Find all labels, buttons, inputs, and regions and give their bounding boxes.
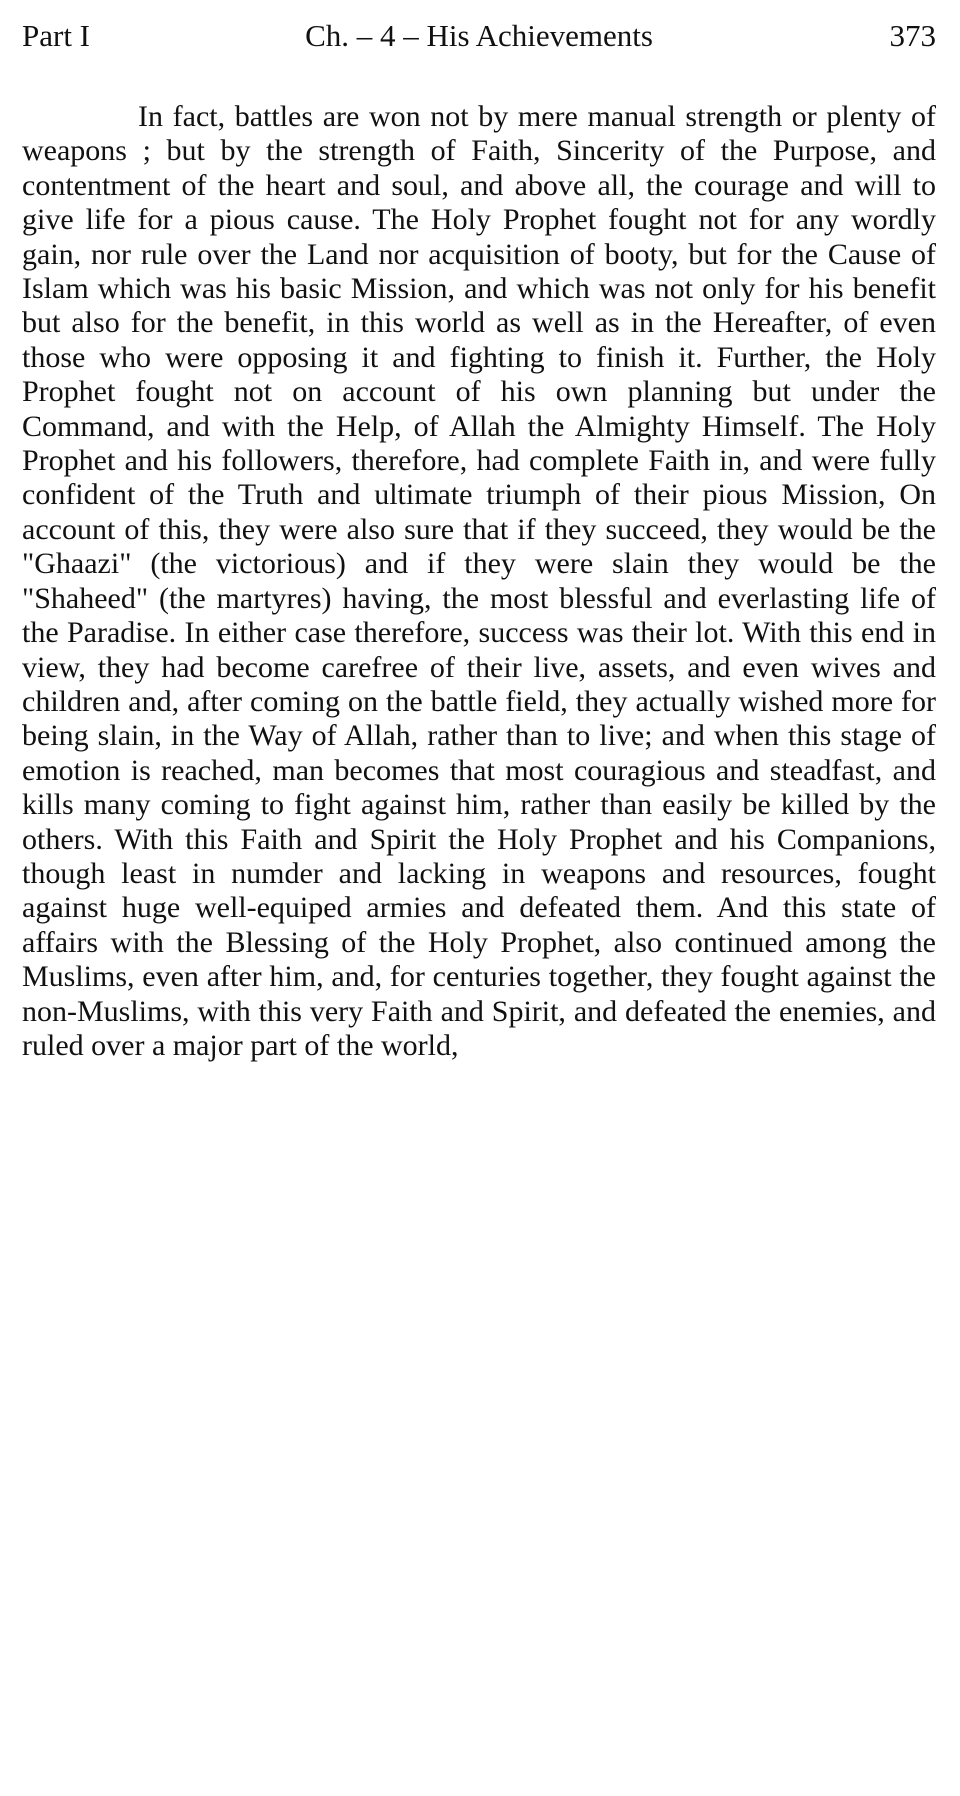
body-text — [22, 100, 936, 1063]
part-label: Part I — [22, 18, 91, 53]
page-number: 373 — [889, 18, 936, 53]
paragraph: In fact, battles are won not by mere manual strength or plenty of weapons ; but by the strength of Faith, Sincerity of the Purpose, and contentment of the heart and soul, and above all, the courage and will to give life for a pious cause. The Holy Prophet fought not for any wordly gain, nor rule over the Land nor acquisition of booty, but for the Cause of Islam which was his basic Mission, and which was not only for his benefit but also for the benefit, in this world as well as in the Hereafter, of even those who were opposing it and fighting to finish it. Further, the Holy Prophet fought not on account of his own planning but under the Command, and with the Help, of Allah the Almighty Himself. The Holy Prophet and his followers, therefore, had complete Faith in, and were fully confident of the Truth and ultimate triumph of their pious Mission, On account of this, they were also sure that if they succeed, they would be the "Ghaazi" (the victorious) and if they were slain they would be the "Shaheed" (the martyres) having, the most blessful and everlasting life of the Paradise. In either case therefore, success was their lot. With this end in view, they had become carefree of their live, assets, and even wives and children and, after coming on the battle field, they actually wished more for being slain, in the Way of Allah, rather than to live; and when this stage of emotion is reached, man becomes that most couragious and steadfast, and kills many coming to fight against him, rather than easily be killed by the others. With this Faith and Spirit the Holy Prophet and his Companions, though least in numder and lacking in weapons and resources, fought against huge well-equiped armies and defeated them. And this state of affairs with the Blessing of the Holy Prophet, also continued among the Muslims, even after him, and, for centuries together, they fought against the non-Muslims, with this very Faith and Spirit, and defeated the enemies, and ruled over a major part of the world, — [22, 100, 936, 1062]
chapter-title: Ch. – 4 – His Achievements — [305, 18, 653, 53]
running-header — [22, 16, 936, 56]
